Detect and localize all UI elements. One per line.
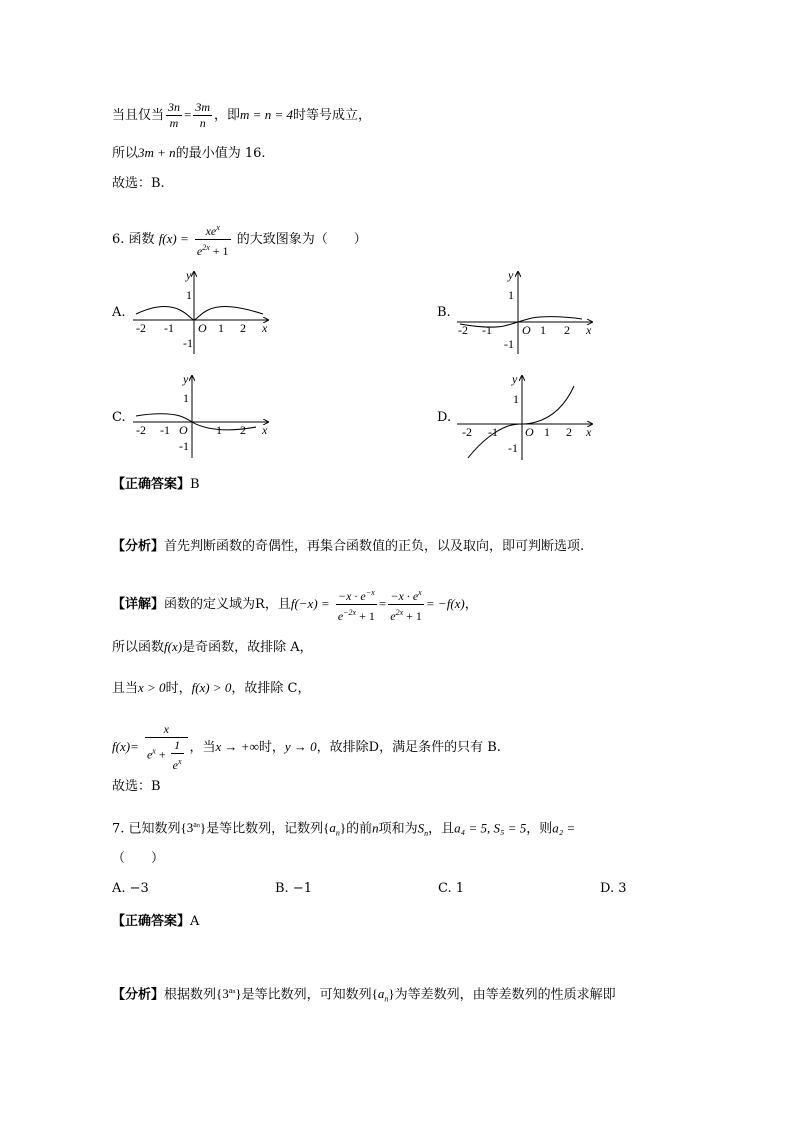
tick-label: 1 <box>186 288 192 302</box>
tick-label: 1 <box>218 321 224 335</box>
x-axis-label: x <box>262 321 268 335</box>
tick-label: -1 <box>179 439 189 453</box>
option-b-label[interactable]: B. <box>437 305 451 320</box>
y-axis-label: y <box>183 372 189 386</box>
origin-label: O <box>198 321 207 335</box>
tick-label: -2 <box>136 423 146 437</box>
tick-label: -2 <box>462 425 472 439</box>
tick-label: 1 <box>540 323 546 337</box>
tick-label: -2 <box>136 321 146 335</box>
q6-correct-answer: 【正确答案】B <box>112 477 200 492</box>
y-axis-label: y <box>186 268 192 282</box>
q6-choose: 故选：B <box>112 779 161 794</box>
graph-option-a[interactable] <box>128 266 278 356</box>
q6-positive: 且当x > 0时，f(x) > 0，故排除 C， <box>112 680 311 696</box>
option-d-label[interactable]: D. <box>437 410 452 425</box>
tick-label: 1 <box>508 288 514 302</box>
question-6-stem: 6. 函数 f(x) = $\frac{xe^x}{e^{2x} + 1}$ 的大致图象为（ ） <box>112 220 367 259</box>
question-7-stem: 7. 已知数列$\{3^{an}\}$是等比数列，记数列$\{a_n\}$的前n项和为$S_n$，且a₄ = 5, S₅ = 5，则a₂ = <box>112 820 576 838</box>
tick-label: -1 <box>508 441 518 455</box>
tick-label: -1 <box>488 425 498 439</box>
tick-label: -1 <box>164 321 174 335</box>
line-choice-b: 故选：B. <box>112 176 165 191</box>
origin-label: O <box>525 425 534 439</box>
tick-label: 2 <box>566 425 572 439</box>
q6-rewrite: f(x)= x $e^x$ + $\frac{1}{e^x}$ ，当x → +∞时，y → 0，故排除D，满足条件的只有 B. <box>112 722 501 772</box>
fraction-rewrite: x $e^x$ + $\frac{1}{e^x}$ <box>145 722 188 773</box>
q7-option-d[interactable]: D. 3 <box>600 881 627 896</box>
tick-label: -1 <box>183 336 193 350</box>
tick-label: -2 <box>458 323 468 337</box>
line-equality-condition: 当且仅当 $\frac{3n}{m}$ = $\frac{3m}{n}$ ，即m = n = 4时等号成立， <box>112 100 371 130</box>
y-axis-label: y <box>512 372 518 386</box>
tick-label: 1 <box>216 423 222 437</box>
q7-option-c[interactable]: C. 1 <box>438 881 465 896</box>
tick-label: -1 <box>504 337 514 351</box>
fraction-detail-1: $\frac{-x \cdot e^{-x}}{e^{-2x} + 1}$ <box>336 585 377 624</box>
tick-label: 2 <box>240 321 246 335</box>
tick-label: 1 <box>183 391 189 405</box>
tick-label: -1 <box>160 423 170 437</box>
q6-analysis: 【分析】首先判断函数的奇偶性，再集合函数值的正负，以及取向，即可判断选项. <box>112 539 585 554</box>
tick-label: 1 <box>513 392 519 406</box>
fraction-3n-over-m: $\frac{3n}{m}$ <box>168 100 181 130</box>
x-axis-label: x <box>262 423 268 437</box>
graph-option-b[interactable] <box>452 266 602 356</box>
q6-detail: 【详解】函数的定义域为R，且f(−x) = $\frac{-x \cdot e^{-x}}{e^{-2x} + 1}$ = $\frac{-x \cdot e^x}{e^{2x} + 1}$ = −f(x)， <box>112 585 478 624</box>
question-7-paren: （ ） <box>112 851 165 866</box>
tick-label: -1 <box>482 323 492 337</box>
tick-label: 1 <box>544 425 550 439</box>
q6-odd-function: 所以函数f(x)是奇函数，故排除 A， <box>112 639 313 655</box>
option-a-label[interactable]: A. <box>112 305 126 320</box>
line-minimum-value: 所以3m + n的最小值为 16. <box>112 145 266 161</box>
option-c-label[interactable]: C. <box>112 410 126 425</box>
q7-option-b[interactable]: B. −1 <box>275 881 312 896</box>
origin-label: O <box>522 323 531 337</box>
q7-analysis: 【分析】根据数列$\{3^{an}\}$是等比数列，可知数列$\{a_n\}$为等差数列，由等差数列的性质求解即 <box>112 986 616 1004</box>
fraction-detail-2: $\frac{-x \cdot e^x}{e^{2x} + 1}$ <box>388 585 424 624</box>
y-axis-label: y <box>508 268 514 282</box>
q7-correct-answer: 【正确答案】A <box>112 914 200 929</box>
graph-option-d[interactable] <box>452 370 602 462</box>
x-axis-label: x <box>586 323 592 337</box>
fraction-xex-over-e2x-plus-1: $\frac{xe^x}{e^{2x} + 1}$ <box>195 220 231 259</box>
fraction-3m-over-n: $\frac{3m}{n}$ <box>195 100 211 130</box>
tick-label: 2 <box>564 323 570 337</box>
x-axis-label: x <box>586 425 592 439</box>
graph-option-c[interactable] <box>128 370 278 460</box>
origin-label: O <box>179 423 188 437</box>
tick-label: 2 <box>240 423 246 437</box>
q7-option-a[interactable]: A. −3 <box>112 881 149 896</box>
